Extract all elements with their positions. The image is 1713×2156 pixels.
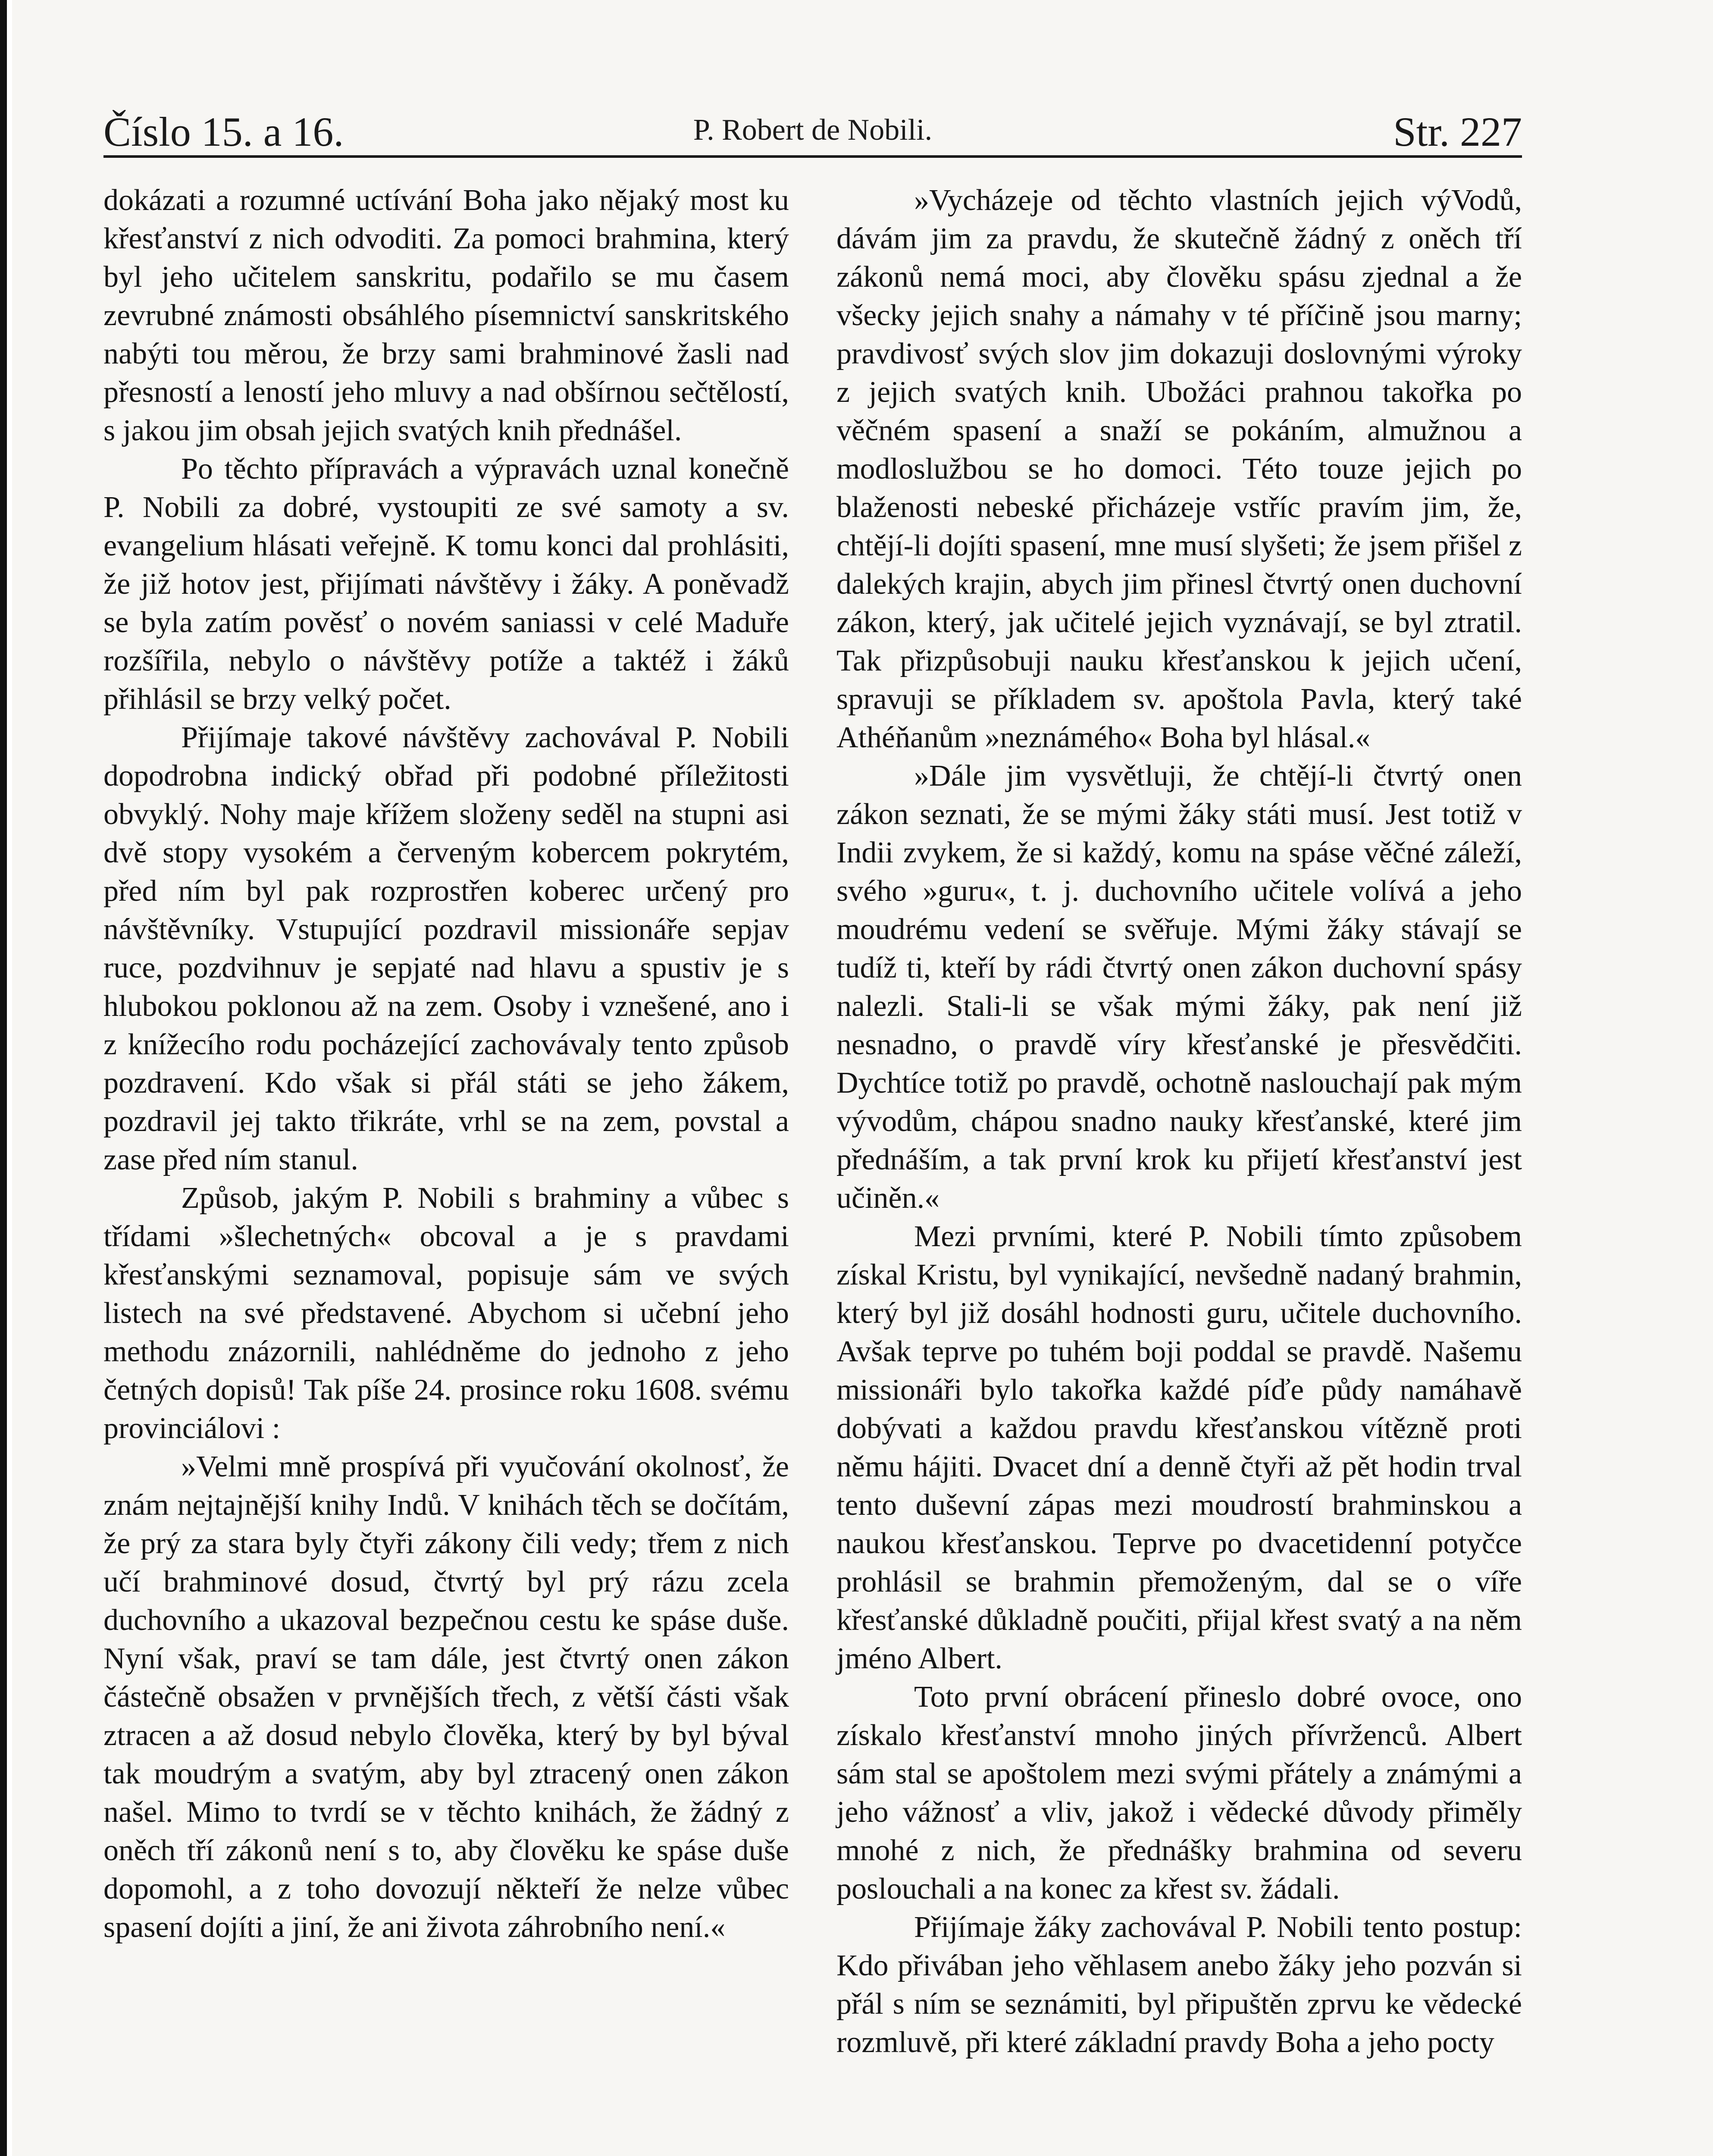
- header-rule: [103, 155, 1522, 158]
- quoted-paragraph: »Velmi mně prospívá při vyučování okolnosť, že znám nejtajnější knihy Indů. V knihách těch se dočítám, že prý za stara byly čtyři zákony čili vedy; třem z nich učí brahminové dosud, čtvrtý byl prý rázu zcela duchovního a ukazoval bezpečnou cestu ke spáse duše. Nyní však, praví se tam dále, jest čtvrtý onen zákon částečně obsažen v prvnějších třech, z větší části však ztracen a až dosud nebylo člověka, který by byl býval tak moudrým a svatým, aby byl ztracený onen zákon našel. Mimo to tvrdí se v těchto knihách, že žádný z oněch tří zákonů není s to, aby člověku ke spáse duše dopomohl, a z toho dovozují někteří že nelze vůbec spasení dojíti a jiní, že ani života záhrobního není.«: [103, 1450, 789, 1944]
- paragraph: Přijímaje takové návštěvy zachovával P. Nobili dopodrobna indický obřad při podobné příležitosti obvyklý. Nohy maje křížem složeny seděl na stupni asi dvě stopy vysokém a červeným kobercem pokrytém, před ním byl pak rozprostřen koberec určený pro návštěvníky. Vstupující pozdravil missionáře sepjav ruce, pozdvihnuv je sepjaté nad hlavu a spustiv je s hlubokou poklonou až na zem. Osoby i vznešené, ano i z knížecího rodu pocházející zachovávaly tento způsob pozdravení. Kdo však si přál státi se jeho žákem, pozdravil jej takto třikráte, vrhl se na zem, povstal a zase před ním stanul.: [103, 721, 789, 1176]
- paragraph: Způsob, jakým P. Nobili s brahminy a vůbec s třídami »šlechetných« obcoval a je s pravdami křesťanskými seznamoval, popisuje sám ve svých listech na své představené. Abychom si učební jeho methodu znázornili, nahlédněme do jednoho z jeho četných dopisů! Tak píše 24. prosince roku 1608. svému provinciálovi :: [103, 1181, 789, 1445]
- running-title: P. Robert de Nobili.: [693, 113, 933, 147]
- paragraph: Toto první obrácení přineslo dobré ovoce, ono získalo křesťanství mnoho jiných přívrženců. Albert sám stal se apoštolem mezi svými přátely a známými a jeho vážnosť a vliv, jakož i vědecké důvody přiměly mnohé z nich, že přednášky brahmina od severu poslouchali a na konec za křest sv. žádali.: [836, 1680, 1522, 1905]
- paragraph: Přijímaje žáky zachovával P. Nobili tento postup: Kdo přivában jeho věhlasem anebo žáky jeho pozván si přál s ním se seznámiti, byl připuštěn zprvu ke vědecké rozmluvě, při které základní pravdy Boha a jeho pocty: [836, 1911, 1522, 2059]
- quoted-paragraph: »Dále jim vysvětluji, že chtějí-li čtvrtý onen zákon seznati, že se mými žáky státi musí. Jest totiž v Indii zvykem, že si každý, komu na spáse věčné záleží, svého »guru«, t. j. duchovního učitele volívá a jeho moudrému vedení se svěřuje. Mými žáky stávají se tudíž ti, kteří by rádi čtvrtý onen zákon duchovní spásy nalezli. Stali-li se však mými žáky, pak není již nesnadno, o pravdě víry křesťanské je přesvědčiti. Dychtíce totiž po pravdě, ochotně naslouchají pak mým vývodům, chápou snadno nauky křesťanské, které jim přednáším, a tak první krok ku přijetí křesťanství jest učiněn.«: [836, 759, 1522, 1215]
- running-header: [103, 103, 1522, 155]
- page-number: Str. 227: [1393, 109, 1522, 155]
- paragraph: Mezi prvními, které P. Nobili tímto způsobem získal Kristu, byl vynikající, nevšedně nadaný brahmin, který byl již dosáhl hodnosti guru, učitele duchovního. Avšak teprve po tuhém boji poddal se pravdě. Našemu missionáři bylo takořka každé píďe půdy namáhavě dobývati a každou pravdu křesťanskou vítězně proti němu hájiti. Dvacet dní a denně čtyři až pět hodin trval tento duševní zápas mezi moudrostí brahminskou a naukou křesťanskou. Teprve po dvacetidenní potyčce prohlásil se brahmin přemoženým, dal se o víře křesťanské důkladně poučiti, přijal křest svatý a na něm jméno Albert.: [836, 1220, 1522, 1675]
- scan-edge: [0, 0, 7, 2156]
- paragraph: dokázati a rozumné uctívání Boha jako nějaký most ku křesťanství z nich odvoditi. Za pomoci brahmina, který byl jeho učitelem sanskritu, podařilo se mu časem zevrubné známosti obsáhlého písemnictví sanskritského nabýti tou měrou, že brzy sami brahminové žasli nad přesností a leností jeho mluvy a nad obšírnou sečtělostí, s jakou jim obsah jejich svatých knih přednášel.: [103, 184, 789, 447]
- paragraph: Po těchto přípravách a výpravách uznal konečně P. Nobili za dobré, vystoupiti ze své samoty a sv. evangelium hlásati veřejně. K tomu konci dal prohlásiti, že již hotov jest, přijímati návštěvy i žáky. A poněvadž se byla zatím pověsť o novém saniassi v celé Maduře rozšířila, nebylo o návštěvy potíže a taktéž i žáků přihlásil se brzy velký počet.: [103, 452, 789, 716]
- quoted-paragraph: »Vycházeje od těchto vlastních jejich výVodů, dávám jim za pravdu, že skutečně žádný z oněch tří zákonů nemá moci, aby člověku spásu zjednal a že všecky jejich snahy a námahy v té příčině jsou marny; pravdivosť svých slov jim dokazuji doslovnými výroky z jejich svatých knih. Ubožáci prahnou takořka po věčném spasení a snaží se pokáním, almužnou a modloslužbou se ho domoci. Této touze jejich po blaženosti nebeské přicházeje vstříc pravím jim, že, chtějí-li dojíti spasení, mne musí slyšeti; že jsem přišel z dalekých krajin, abych jim přinesl čtvrtý onen duchovní zákon, který, jak učitelé jejich vyznávají, se byl ztratil. Tak přizpůsobuji nauku křesťanskou k jejich učení, spravuji se příkladem sv. apoštola Pavla, který také Athéňanům »neznámého« Boha byl hlásal.«: [836, 184, 1522, 754]
- left-column: [103, 181, 789, 1946]
- right-column: [836, 181, 1522, 2062]
- issue-number: Číslo 15. a 16.: [103, 109, 344, 155]
